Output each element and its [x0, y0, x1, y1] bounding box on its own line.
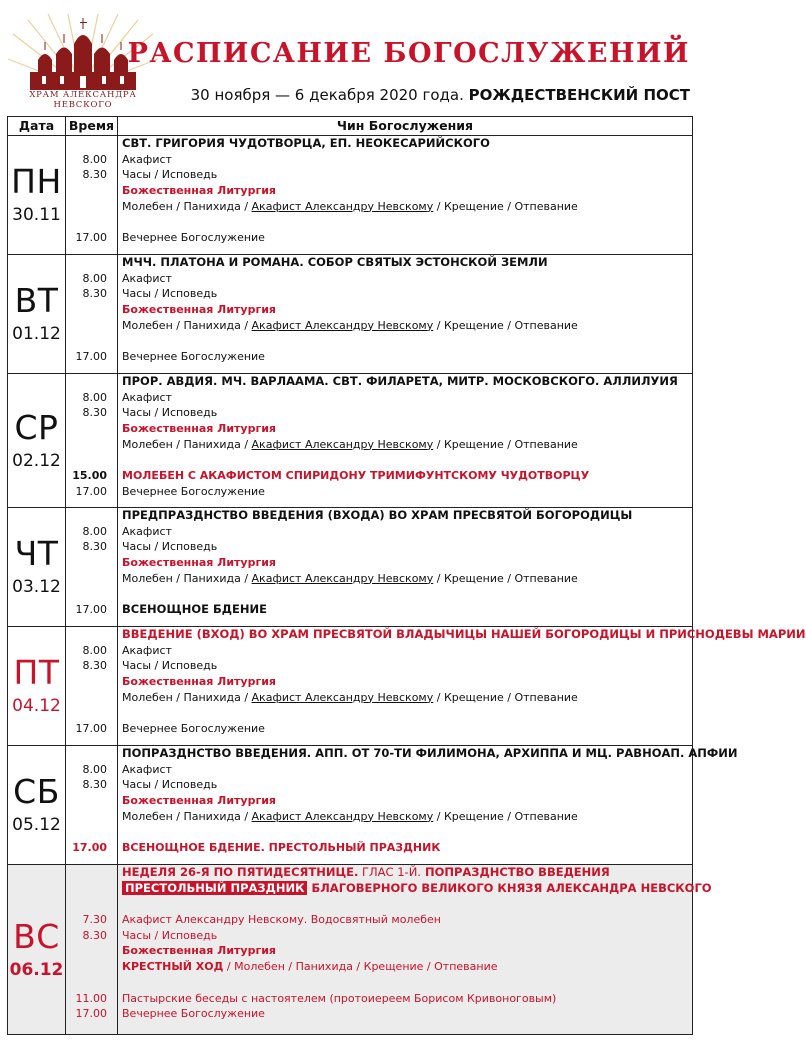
day-of-week: СР	[14, 407, 59, 447]
service: Молебен / Панихида /	[122, 809, 252, 823]
service: Акафист	[122, 524, 172, 538]
day-row-thu	[8, 508, 693, 627]
service: Вечернее Богослужение	[122, 350, 265, 364]
col-date: Дата	[8, 117, 66, 136]
time: 8.30	[82, 540, 107, 554]
time: 8.00	[82, 271, 107, 285]
time: 8.30	[82, 778, 107, 792]
service-cell	[118, 627, 806, 746]
header	[0, 0, 700, 116]
day-date: 04.12	[12, 696, 61, 716]
service: / Крещение / Отпевание	[433, 690, 578, 704]
day-of-week: ЧТ	[14, 534, 59, 573]
liturgy: Божественная Литургия	[122, 556, 276, 570]
time: 11.00	[75, 991, 107, 1005]
service: Молебен / Панихида /	[122, 437, 252, 451]
time: 17.00	[75, 1007, 107, 1021]
moleben-line	[122, 199, 692, 215]
akafist-link: Акафист Александру Невскому	[251, 199, 434, 213]
service: Часы / Исповедь	[122, 928, 218, 942]
logo-caption: ХРАМ АЛЕКСАНДРА НЕВСКОГО	[29, 90, 137, 110]
date-range: 30 ноября — 6 декабря 2020 года.	[190, 86, 464, 104]
time-cell	[66, 255, 118, 374]
service: Часы / Исповедь	[122, 287, 218, 301]
service: Вечернее Богослужение	[122, 722, 265, 736]
day-row-wed	[8, 374, 693, 508]
feast-title: ВВЕДЕНИЕ (ВХОД) ВО ХРАМ ПРЕСВЯТОЙ ВЛАДЫЧИЦЫ НАШЕЙ БОГОРОДИЦЫ И ПРИСНОДЕВЫ МАРИИ	[122, 627, 806, 641]
time-cell	[66, 136, 118, 255]
day-of-week: СБ	[13, 772, 60, 811]
col-time: Время	[66, 117, 118, 136]
time-cell	[66, 374, 118, 508]
time: 8.00	[82, 390, 107, 404]
service: Акафист	[122, 390, 172, 404]
vigil: ВСЕНОЩНОЕ БДЕНИЕ. ПРЕСТОЛЬНЫЙ ПРАЗДНИК	[122, 841, 441, 855]
moleben-line	[122, 690, 692, 706]
day-cell	[8, 255, 66, 374]
moleben-line	[122, 318, 692, 334]
service-cell	[118, 255, 693, 374]
service-cell	[118, 746, 738, 865]
service: / Крещение / Отпевание	[433, 437, 578, 451]
patronal-badge: ПРЕСТОЛЬНЫЙ ПРАЗДНИК	[122, 881, 307, 895]
table-header	[8, 117, 693, 136]
moleben-line	[122, 437, 692, 453]
day-date: 06.12	[9, 959, 64, 980]
liturgy: Божественная Литургия	[122, 422, 276, 436]
feast-title: ПОПРАЗДНСТВО ВВЕДЕНИЯ. АПП. ОТ 70-ТИ ФИЛИМОНА, АРХИППА И МЦ. РАВНОАП. АПФИИ	[122, 746, 738, 760]
service: Часы / Исповедь	[122, 406, 218, 420]
day-row-sun	[8, 865, 693, 1035]
service: / Молебен / Панихида / Крещение / Отпевание	[223, 960, 498, 974]
feast-title: ПРОР. АВДИЯ. МЧ. ВАРЛААМА. СВТ. ФИЛАРЕТА, МИТР. МОСКОВСКОГО. АЛЛИЛУИЯ	[122, 374, 678, 388]
subtitle	[191, 86, 690, 104]
time-cell	[66, 508, 118, 627]
service: Молебен / Панихида /	[122, 199, 252, 213]
sunday-title: НЕДЕЛЯ 26-Я ПО ПЯТИДЕСЯТНИЦЕ.	[122, 865, 359, 879]
service: Молебен / Панихида /	[122, 571, 252, 585]
time-cell	[66, 746, 118, 865]
moleben-line	[122, 571, 692, 587]
feast-title	[122, 865, 692, 881]
service: Акафист Александру Невскому. Водосвятный молебен	[122, 913, 441, 927]
day-date: 02.12	[12, 450, 61, 471]
day-row-sat	[8, 746, 693, 865]
time: 8.30	[82, 287, 107, 301]
time: 8.30	[82, 659, 107, 673]
time: 17.00	[75, 722, 107, 736]
day-cell	[8, 865, 66, 1035]
service-cell	[118, 865, 712, 1035]
service: Молебен / Панихида /	[122, 318, 252, 332]
feast-title: МЧЧ. ПЛАТОНА И РОМАНА. СОБОР СВЯТЫХ ЭСТОНСКОЙ ЗЕМЛИ	[122, 255, 548, 269]
service: / Крещение / Отпевание	[433, 571, 578, 585]
time-cell	[66, 865, 118, 1035]
service-cell	[118, 508, 693, 627]
day-date: 01.12	[12, 324, 61, 344]
akafist-link: Акафист Александру Невскому	[251, 690, 434, 704]
service: Часы / Исповедь	[122, 540, 218, 554]
feast-title: ПРЕДПРАЗДНСТВО ВВЕДЕНИЯ (ВХОДА) ВО ХРАМ ПРЕСВЯТОЙ БОГОРОДИЦЫ	[122, 508, 633, 522]
liturgy: Божественная Литургия	[122, 944, 276, 958]
time: 8.30	[82, 168, 107, 182]
day-of-week: ПТ	[13, 653, 60, 692]
service: Акафист	[122, 152, 172, 166]
procession-line	[122, 959, 692, 975]
special-service: МОЛЕБЕН С АКАФИСТОМ СПИРИДОНУ ТРИМИФУНТСКОМУ ЧУДОТВОРЦУ	[122, 469, 590, 483]
time: 7.30	[82, 913, 107, 927]
time: 17.00	[75, 603, 107, 617]
service: Часы / Исповедь	[122, 168, 218, 182]
time: 8.30	[82, 928, 107, 942]
time: 17.00	[75, 350, 107, 364]
time: 8.30	[82, 406, 107, 420]
service: / Крещение / Отпевание	[433, 199, 578, 213]
service: / Крещение / Отпевание	[433, 809, 578, 823]
day-of-week: ПН	[11, 162, 62, 201]
patronal-line	[122, 880, 712, 897]
time: 17.00	[75, 484, 107, 498]
time: 8.00	[82, 762, 107, 776]
time: 8.00	[82, 152, 107, 166]
service: / Крещение / Отпевание	[433, 318, 578, 332]
service: Часы / Исповедь	[122, 778, 218, 792]
service: Акафист	[122, 643, 172, 657]
day-date: 03.12	[12, 577, 61, 597]
day-cell	[8, 627, 66, 746]
feast-title: СВТ. ГРИГОРИЯ ЧУДОТВОРЦА, ЕП. НЕОКЕСАРИЙСКОГО	[122, 136, 490, 150]
akafist-link: Акафист Александру Невскому	[251, 318, 434, 332]
day-date: 30.11	[12, 205, 61, 225]
day-cell	[8, 508, 66, 627]
procession: КРЕСТНЫЙ ХОД	[122, 960, 224, 974]
schedule-table	[7, 116, 806, 1035]
akafist-link: Акафист Александру Невскому	[251, 571, 434, 585]
liturgy: Божественная Литургия	[122, 794, 276, 808]
liturgy: Божественная Литургия	[122, 184, 276, 198]
time-cell	[66, 627, 118, 746]
day-row-tue	[8, 255, 693, 374]
service: Вечернее Богослужение	[122, 484, 265, 498]
day-of-week: ВТ	[14, 281, 59, 320]
service: Молебен / Панихида /	[122, 690, 252, 704]
time: 17.00	[72, 841, 107, 855]
service: Акафист	[122, 762, 172, 776]
service-cell	[118, 136, 693, 255]
moleben-line	[122, 809, 692, 825]
patronal-saint: БЛАГОВЕРНОГО ВЕЛИКОГО КНЯЗЯ АЛЕКСАНДРА НЕВСКОГО	[307, 880, 712, 895]
service: Вечернее Богослужение	[122, 231, 265, 245]
afterfeast: ПОПРАЗДНСТВО ВВЕДЕНИЯ	[420, 865, 610, 879]
liturgy: Божественная Литургия	[122, 675, 276, 689]
day-row-mon	[8, 136, 693, 255]
season: РОЖДЕСТВЕНСКИЙ ПОСТ	[468, 86, 690, 104]
akafist-link: Акафист Александру Невскому	[251, 437, 434, 451]
service: Часы / Исповедь	[122, 659, 218, 673]
day-date: 05.12	[12, 815, 61, 835]
day-row-fri	[8, 627, 693, 746]
time: 17.00	[75, 231, 107, 245]
day-of-week: ВС	[13, 916, 60, 956]
vigil: ВСЕНОЩНОЕ БДЕНИЕ	[122, 602, 267, 617]
service: Пастырские беседы с настоятелем (протоиереем Борисом Кривоноговым)	[122, 991, 557, 1005]
day-cell	[8, 746, 66, 865]
service: Акафист	[122, 271, 172, 285]
col-service: Чин Богослужения	[118, 117, 693, 136]
service: Вечернее Богослужение	[122, 1007, 265, 1021]
time: 15.00	[72, 469, 107, 483]
tone: ГЛАС 1-Й.	[358, 865, 421, 879]
time: 8.00	[82, 643, 107, 657]
time: 8.00	[82, 524, 107, 538]
akafist-link: Акафист Александру Невскому	[251, 809, 434, 823]
day-cell	[8, 136, 66, 255]
service-cell	[118, 374, 693, 508]
page-title: РАСПИСАНИЕ БОГОСЛУЖЕНИЙ	[127, 38, 690, 69]
liturgy: Божественная Литургия	[122, 303, 276, 317]
day-cell	[8, 374, 66, 508]
